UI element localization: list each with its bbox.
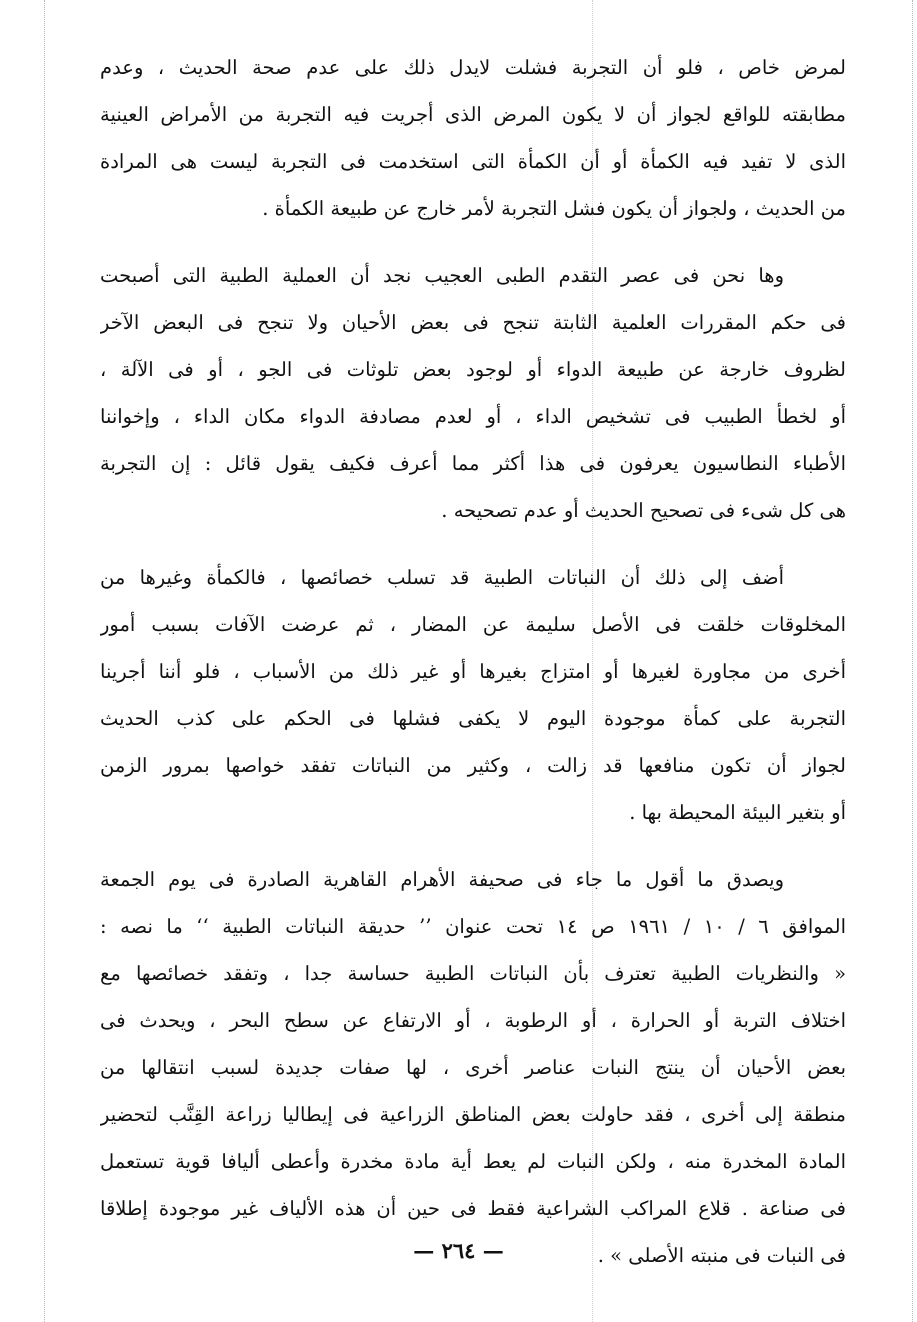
text-line: وها نحن فى عصر التقدم الطبى العجيب نجد أن العملية الطبية التى أصبحت: [100, 264, 784, 287]
text-line: المخلوقات خلقت فى الأصل سليمة عن المضار ، ثم عرضت الآفات بسبب أمور: [100, 613, 846, 636]
paragraph-1: [100, 44, 846, 232]
paragraph-4: [100, 856, 846, 1279]
paragraph-gap: [100, 836, 846, 856]
quote-line: فى النبات فى منبته الأصلى » .: [597, 1244, 846, 1267]
text-line: لمرض خاص ، فلو أن التجربة فشلت لايدل ذلك على عدم صحة الحديث ، وعدم: [100, 56, 846, 79]
text-line: الذى لا تفيد فيه الكمأة أو أن الكمأة التى استخدمت فى التجربة ليست هى المرادة: [100, 150, 846, 173]
text-line: هى كل شىء فى تصحيح الحديث أو عدم تصحيحه .: [441, 499, 846, 522]
quote-line: المادة المخدرة منه ، ولكن النبات لم يعط أية مادة مخدرة وأعطى أليافا قوية تستعمل: [100, 1150, 846, 1173]
quote-line: اختلاف التربة أو الحرارة ، أو الرطوبة ، أو الارتفاع عن سطح البحر ، ويحدث فى: [100, 1009, 846, 1032]
text-line: أضف إلى ذلك أن النباتات الطبية قد تسلب خصائصها ، فالكمأة وغيرها من: [100, 566, 784, 589]
scan-edge-left: [44, 0, 45, 1322]
page-number: — ٢٦٤ —: [413, 1238, 504, 1263]
paragraph-gap: [100, 534, 846, 554]
scan-edge-right: [912, 0, 913, 1322]
text-line: ويصدق ما أقول ما جاء فى صحيفة الأهرام القاهرية الصادرة فى يوم الجمعة: [100, 868, 784, 891]
text-line: الأطباء النطاسيون يعرفون فى هذا أكثر مما أعرف فكيف يقول قائل : إن التجربة: [100, 452, 846, 475]
text-line: فى حكم المقررات العلمية الثابتة تنجح فى بعض الأحيان ولا تنجح فى البعض الآخر: [100, 311, 846, 334]
text-line: مطابقته للواقع لجواز أن لا يكون المرض الذى أجريت فيه التجربة من الأمراض العينية: [100, 103, 846, 126]
paragraph-2: [100, 252, 846, 534]
text-line: أخرى من مجاورة لغيرها أو امتزاج بغيرها أو غير ذلك من الأسباب ، فلو أننا أجرينا: [100, 660, 846, 683]
text-line: أو لخطأ الطبيب فى تشخيص الداء ، أو لعدم مصادفة الدواء مكان الداء ، وإخواننا: [100, 405, 846, 428]
quote-line: فى صناعة . قلاع المراكب الشراعية فقط فى حين أن هذه الألياف غير موجودة إطلاقا: [100, 1197, 846, 1220]
page-body: [100, 44, 846, 1279]
paragraph-3: [100, 554, 846, 836]
text-line: التجربة على كمأة موجودة اليوم لا يكفى فشلها فى الحكم على كذب الحديث: [100, 707, 846, 730]
quote-line: منطقة إلى أخرى ، فقد حاولت بعض المناطق الزراعية فى إيطاليا زراعة القِنَّب لتحضير: [100, 1103, 846, 1126]
text-line: أو بتغير البيئة المحيطة بها .: [629, 801, 846, 824]
text-line: الموافق ٦ / ١٠ / ١٩٦١ ص ١٤ تحت عنوان ’’ حديقة النباتات الطبية ‘‘ ما نصه :: [100, 915, 846, 938]
text-line: من الحديث ، ولجواز أن يكون فشل التجربة لأمر خارج عن طبيعة الكمأة .: [262, 197, 846, 220]
paragraph-gap: [100, 232, 846, 252]
quote-line: « والنظريات الطبية تعترف بأن النباتات الطبية حساسة جدا ، وتفقد خصائصها مع: [100, 962, 846, 985]
text-line: لجواز أن تكون منافعها قد زالت ، وكثير من النباتات تفقد خواصها بمرور الزمن: [100, 754, 846, 777]
text-line: لظروف خارجة عن طبيعة الدواء أو لوجود بعض تلوثات فى الجو ، أو فى الآلة ،: [100, 358, 846, 381]
quote-line: بعض الأحيان أن ينتج النبات عناصر أخرى ، لها صفات جديدة لسبب انتقالها من: [100, 1056, 846, 1079]
